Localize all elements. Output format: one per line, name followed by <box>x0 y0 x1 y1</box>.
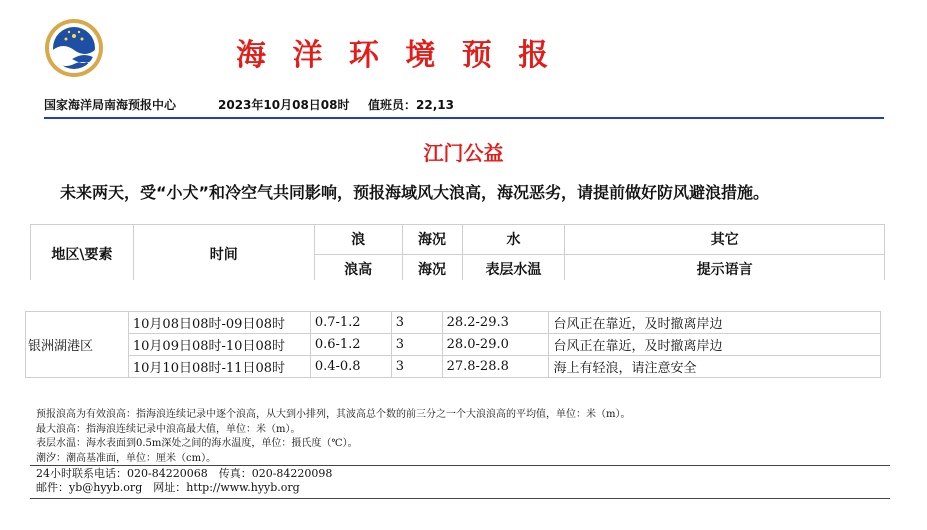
row-wave: 0.7-1.2 <box>310 312 391 334</box>
row-wave: 0.4-0.8 <box>310 356 391 378</box>
table-row <box>26 334 881 356</box>
note-line: 预报浪高为有效浪高：指海浪连续记录中逐个浪高，从大到小排列，其波高总个数的前三分之一个大浪浪高的平均值，单位：米（m）。 <box>36 409 631 420</box>
row-sea-state: 3 <box>391 334 442 356</box>
row-sea-state: 3 <box>391 312 442 334</box>
row-temp: 28.2-29.3 <box>442 312 549 334</box>
forecast-notice: 未来两天，受“小犬”和冷空气共同影响，预报海域风大浪高，海况恶劣，请提前做好防风避浪措施。 <box>60 183 770 202</box>
issuing-org: 国家海洋局南海预报中心 <box>44 98 177 112</box>
row-tip: 海上有轻浪，请注意安全 <box>549 356 881 378</box>
duty-officer: 值班员：22,13 <box>368 98 454 112</box>
forecast-area-title: 江门公益 <box>423 141 504 165</box>
note-line: 表层水温：海水表面到0.5m深处之间的海水温度，单位：摄氏度（℃）。 <box>36 438 358 449</box>
row-sea-state: 3 <box>391 356 442 378</box>
header-water: 水 <box>462 225 565 255</box>
header-bottom-cut <box>30 280 886 286</box>
row-temp: 28.0-29.0 <box>442 334 549 356</box>
footer-divider <box>30 498 890 499</box>
report-title: 海 洋 环 境 预 报 <box>236 38 557 73</box>
header-tip: 提示语言 <box>565 254 885 284</box>
note-line: 最大浪高：指海浪连续记录中浪高最大值，单位：米（m）。 <box>36 423 301 435</box>
header-sea-state: 海况 <box>402 254 462 284</box>
row-time: 10月09日08时-10日08时 <box>128 334 310 356</box>
header-other: 其它 <box>565 225 885 255</box>
note-line: 潮汐：潮高基准面，单位：厘米（cm）。 <box>36 452 217 464</box>
forecast-table-header <box>30 224 885 284</box>
header-wave: 浪 <box>314 225 402 255</box>
region-name: 银洲湖港区 <box>26 312 129 378</box>
header-sea-state-top: 海况 <box>402 225 462 255</box>
header-time: 时间 <box>133 225 314 284</box>
header-wave-height: 浪高 <box>314 254 402 284</box>
contact-phone-fax: 24小时联系电话：020-84220068 传真：020-84220098 <box>36 467 333 480</box>
table-row <box>26 356 881 378</box>
row-time: 10月08日08时-09日08时 <box>128 312 310 334</box>
forecast-table <box>25 311 881 378</box>
contact-divider <box>30 465 890 466</box>
row-temp: 27.8-28.8 <box>442 356 549 378</box>
definition-notes <box>36 408 630 466</box>
row-time: 10月10日08时-11日08时 <box>128 356 310 378</box>
row-tip: 台风正在靠近，及时撤离岸边 <box>549 312 881 334</box>
row-tip: 台风正在靠近，及时撤离岸边 <box>549 334 881 356</box>
header-surface-temp: 表层水温 <box>462 254 565 284</box>
header-region: 地区\要素 <box>31 225 134 284</box>
header-divider <box>44 117 884 119</box>
contact-info <box>36 467 332 495</box>
ocean-emblem-logo <box>44 18 104 80</box>
row-wave: 0.6-1.2 <box>310 334 391 356</box>
issue-datetime: 2023年10月08日08时 <box>218 98 350 112</box>
table-row <box>26 312 881 334</box>
contact-email-web: 邮件：yb@hyyb.org 网址：http://www.hyyb.org <box>36 481 300 494</box>
